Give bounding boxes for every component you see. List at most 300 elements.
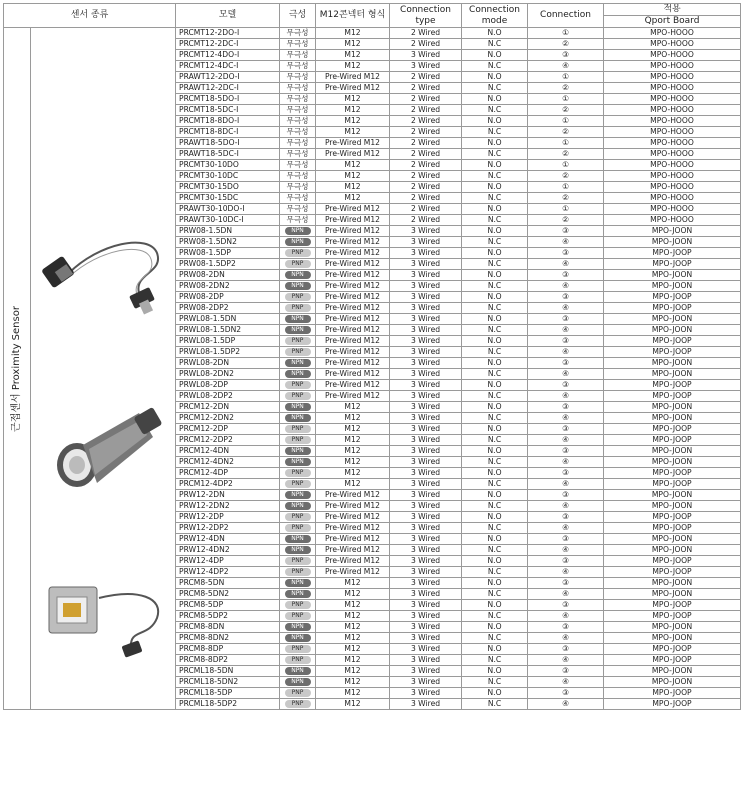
connection-type-cell: 2 Wired <box>390 182 462 193</box>
connection-mode-cell: N.O <box>462 644 528 655</box>
polarity-cell <box>280 446 316 457</box>
connection-mode-cell: N.O <box>462 578 528 589</box>
connection-mode-cell: N.C <box>462 435 528 446</box>
qport-board-cell: MPO-JOOP <box>604 567 741 578</box>
connection-cell: ③ <box>528 644 604 655</box>
m12-connector-cell: Pre-Wired M12 <box>316 292 390 303</box>
pnp-badge: PNP <box>285 568 311 576</box>
model-cell: PRCM12-2DP2 <box>176 435 280 446</box>
m12-connector-cell: Pre-Wired M12 <box>316 380 390 391</box>
model-cell: PRCM12-2DP <box>176 424 280 435</box>
connection-type-cell: 3 Wired <box>390 523 462 534</box>
connection-mode-cell: N.O <box>462 116 528 127</box>
connection-mode-cell: N.C <box>462 413 528 424</box>
connection-type-cell: 2 Wired <box>390 138 462 149</box>
m12-connector-cell: Pre-Wired M12 <box>316 215 390 226</box>
qport-board-cell: MPO-JOON <box>604 534 741 545</box>
connection-cell: ④ <box>528 655 604 666</box>
connection-cell: ③ <box>528 446 604 457</box>
pnp-badge: PNP <box>285 249 311 257</box>
connection-cell: ③ <box>528 358 604 369</box>
polarity-cell <box>280 468 316 479</box>
connection-mode-cell: N.C <box>462 501 528 512</box>
connection-cell: ③ <box>528 468 604 479</box>
connection-type-cell: 3 Wired <box>390 281 462 292</box>
connection-mode-cell: N.O <box>462 336 528 347</box>
connection-type-cell: 2 Wired <box>390 215 462 226</box>
m12-connector-cell: M12 <box>316 600 390 611</box>
connection-type-cell: 3 Wired <box>390 435 462 446</box>
pnp-badge: PNP <box>285 436 311 444</box>
connection-mode-cell: N.C <box>462 677 528 688</box>
pnp-badge: PNP <box>285 337 311 345</box>
npn-badge: NPN <box>285 667 311 675</box>
m12-connector-cell: M12 <box>316 622 390 633</box>
connection-type-cell: 3 Wired <box>390 413 462 424</box>
qport-board-cell: MPO-JOON <box>604 545 741 556</box>
header-connection-type: Connection type <box>390 4 462 28</box>
m12-connector-cell: Pre-Wired M12 <box>316 369 390 380</box>
m12-connector-cell: Pre-Wired M12 <box>316 347 390 358</box>
qport-board-cell: MPO-JOOP <box>604 391 741 402</box>
qport-board-cell: MPO-HOOO <box>604 39 741 50</box>
connection-mode-cell: N.C <box>462 391 528 402</box>
connection-cell: ③ <box>528 490 604 501</box>
qport-board-cell: MPO-JOOP <box>604 292 741 303</box>
qport-board-cell: MPO-JOOP <box>604 512 741 523</box>
connection-cell: ② <box>528 39 604 50</box>
npn-badge: NPN <box>285 227 311 235</box>
m12-connector-cell: M12 <box>316 677 390 688</box>
connection-mode-cell: N.O <box>462 204 528 215</box>
connection-mode-cell: N.C <box>462 457 528 468</box>
connection-mode-cell: N.C <box>462 567 528 578</box>
polarity-cell <box>280 457 316 468</box>
m12-connector-cell: Pre-Wired M12 <box>316 237 390 248</box>
connection-type-cell: 3 Wired <box>390 501 462 512</box>
m12-connector-cell: M12 <box>316 105 390 116</box>
qport-board-cell: MPO-HOOO <box>604 193 741 204</box>
qport-board-cell: MPO-HOOO <box>604 204 741 215</box>
m12-connector-cell: M12 <box>316 413 390 424</box>
connection-type-cell: 3 Wired <box>390 50 462 61</box>
model-cell: PRCM12-4DN2 <box>176 457 280 468</box>
polarity-cell <box>280 600 316 611</box>
table-row <box>4 28 741 39</box>
model-cell: PRCM12-4DP2 <box>176 479 280 490</box>
npn-badge: NPN <box>285 458 311 466</box>
connection-mode-cell: N.O <box>462 556 528 567</box>
connection-cell: ④ <box>528 523 604 534</box>
pnp-badge: PNP <box>285 612 311 620</box>
connection-cell: ④ <box>528 479 604 490</box>
npn-badge: NPN <box>285 678 311 686</box>
connection-mode-cell: N.O <box>462 424 528 435</box>
model-cell: PRWL08-2DN2 <box>176 369 280 380</box>
connection-cell: ③ <box>528 578 604 589</box>
m12-connector-cell: Pre-Wired M12 <box>316 248 390 259</box>
m12-connector-cell: M12 <box>316 435 390 446</box>
model-cell: PRCMT12-4DO-I <box>176 50 280 61</box>
connection-cell: ③ <box>528 402 604 413</box>
connection-mode-cell: N.O <box>462 512 528 523</box>
connection-cell: ④ <box>528 303 604 314</box>
qport-board-cell: MPO-JOON <box>604 589 741 600</box>
connection-type-cell: 3 Wired <box>390 325 462 336</box>
connection-cell: ③ <box>528 314 604 325</box>
polarity-cell <box>280 699 316 710</box>
polarity-cell: 무극성 <box>280 61 316 72</box>
connection-mode-cell: N.C <box>462 589 528 600</box>
model-cell: PRW12-4DN2 <box>176 545 280 556</box>
m12-connector-cell: Pre-Wired M12 <box>316 567 390 578</box>
connection-cell: ① <box>528 72 604 83</box>
connection-cell: ③ <box>528 600 604 611</box>
model-cell: PRCMT12-2DO-I <box>176 28 280 39</box>
qport-board-cell: MPO-JOOP <box>604 336 741 347</box>
pnp-badge: PNP <box>285 656 311 664</box>
polarity-cell <box>280 347 316 358</box>
connection-cell: ② <box>528 127 604 138</box>
connection-cell: ① <box>528 94 604 105</box>
polarity-cell: 무극성 <box>280 193 316 204</box>
model-cell: PRAWT30-10DC-I <box>176 215 280 226</box>
polarity-cell: 무극성 <box>280 72 316 83</box>
pnp-badge: PNP <box>285 425 311 433</box>
connection-cell: ④ <box>528 61 604 72</box>
proximity-sensor-threaded-image <box>39 403 167 493</box>
model-cell: PRCMT30-15DO <box>176 182 280 193</box>
connection-type-cell: 3 Wired <box>390 677 462 688</box>
qport-board-cell: MPO-HOOO <box>604 61 741 72</box>
model-cell: PRAWT18-5DO-I <box>176 138 280 149</box>
polarity-cell <box>280 479 316 490</box>
connection-type-cell: 2 Wired <box>390 94 462 105</box>
connection-cell: ④ <box>528 633 604 644</box>
qport-board-cell: MPO-HOOO <box>604 160 741 171</box>
polarity-cell <box>280 677 316 688</box>
polarity-cell <box>280 270 316 281</box>
model-cell: PRAWT30-10DO-I <box>176 204 280 215</box>
connection-type-cell: 2 Wired <box>390 127 462 138</box>
m12-connector-cell: Pre-Wired M12 <box>316 314 390 325</box>
connection-mode-cell: N.O <box>462 94 528 105</box>
connection-cell: ③ <box>528 622 604 633</box>
connection-type-cell: 3 Wired <box>390 226 462 237</box>
connection-cell: ② <box>528 83 604 94</box>
npn-badge: NPN <box>285 359 311 367</box>
m12-connector-cell: M12 <box>316 666 390 677</box>
connection-type-cell: 3 Wired <box>390 578 462 589</box>
connection-type-cell: 3 Wired <box>390 567 462 578</box>
polarity-cell <box>280 259 316 270</box>
npn-badge: NPN <box>285 502 311 510</box>
header-application: 적용 <box>604 4 741 16</box>
polarity-cell: 무극성 <box>280 204 316 215</box>
connection-mode-cell: N.C <box>462 369 528 380</box>
polarity-cell <box>280 534 316 545</box>
polarity-cell: 무극성 <box>280 127 316 138</box>
m12-connector-cell: M12 <box>316 182 390 193</box>
connection-cell: ④ <box>528 567 604 578</box>
connection-mode-cell: N.C <box>462 479 528 490</box>
m12-connector-cell: M12 <box>316 446 390 457</box>
connection-type-cell: 3 Wired <box>390 369 462 380</box>
npn-badge: NPN <box>285 590 311 598</box>
connection-mode-cell: N.O <box>462 380 528 391</box>
connection-cell: ④ <box>528 501 604 512</box>
connection-mode-cell: N.C <box>462 171 528 182</box>
polarity-cell: 무극성 <box>280 105 316 116</box>
connection-type-cell: 3 Wired <box>390 303 462 314</box>
connection-mode-cell: N.O <box>462 138 528 149</box>
connection-mode-cell: N.C <box>462 193 528 204</box>
connection-cell: ④ <box>528 677 604 688</box>
polarity-cell <box>280 292 316 303</box>
polarity-cell <box>280 512 316 523</box>
model-cell: PRCMT30-15DC <box>176 193 280 204</box>
connection-cell: ③ <box>528 226 604 237</box>
m12-connector-cell: M12 <box>316 699 390 710</box>
qport-board-cell: MPO-JOOP <box>604 600 741 611</box>
model-cell: PRCM12-2DN2 <box>176 413 280 424</box>
npn-badge: NPN <box>285 535 311 543</box>
qport-board-cell: MPO-JOOP <box>604 347 741 358</box>
qport-board-cell: MPO-HOOO <box>604 182 741 193</box>
model-cell: PRCM8-5DN2 <box>176 589 280 600</box>
connection-mode-cell: N.C <box>462 545 528 556</box>
qport-board-cell: MPO-JOON <box>604 369 741 380</box>
connection-cell: ① <box>528 160 604 171</box>
connection-type-cell: 3 Wired <box>390 61 462 72</box>
qport-board-cell: MPO-JOOP <box>604 611 741 622</box>
qport-board-cell: MPO-JOON <box>604 490 741 501</box>
connection-mode-cell: N.C <box>462 303 528 314</box>
qport-board-cell: MPO-HOOO <box>604 72 741 83</box>
model-cell: PRCM8-8DP2 <box>176 655 280 666</box>
pnp-badge: PNP <box>285 524 311 532</box>
m12-connector-cell: Pre-Wired M12 <box>316 138 390 149</box>
pnp-badge: PNP <box>285 601 311 609</box>
m12-connector-cell: M12 <box>316 94 390 105</box>
qport-board-cell: MPO-JOON <box>604 457 741 468</box>
connection-cell: ① <box>528 182 604 193</box>
polarity-cell <box>280 666 316 677</box>
connection-type-cell: 3 Wired <box>390 512 462 523</box>
model-cell: PRWL08-1.5DN2 <box>176 325 280 336</box>
connection-cell: ② <box>528 171 604 182</box>
connection-mode-cell: N.C <box>462 347 528 358</box>
m12-connector-cell: Pre-Wired M12 <box>316 270 390 281</box>
qport-board-cell: MPO-JOON <box>604 633 741 644</box>
connection-mode-cell: N.C <box>462 149 528 160</box>
polarity-cell <box>280 237 316 248</box>
header-connection: Connection <box>528 4 604 28</box>
pnp-badge: PNP <box>285 381 311 389</box>
m12-connector-cell: M12 <box>316 127 390 138</box>
proximity-sensor-cable-image <box>39 233 167 323</box>
model-cell: PRWL08-2DP <box>176 380 280 391</box>
m12-connector-cell: Pre-Wired M12 <box>316 391 390 402</box>
connection-cell: ④ <box>528 281 604 292</box>
polarity-cell <box>280 589 316 600</box>
model-cell: PRW12-2DN <box>176 490 280 501</box>
connection-type-cell: 2 Wired <box>390 160 462 171</box>
connection-mode-cell: N.O <box>462 182 528 193</box>
header-model: 모델 <box>176 4 280 28</box>
polarity-cell: 무극성 <box>280 182 316 193</box>
connection-cell: ③ <box>528 292 604 303</box>
qport-board-cell: MPO-JOON <box>604 358 741 369</box>
m12-connector-cell: M12 <box>316 116 390 127</box>
polarity-cell <box>280 688 316 699</box>
model-cell: PRCML18-5DN <box>176 666 280 677</box>
pnp-badge: PNP <box>285 557 311 565</box>
model-cell: PRW08-1.5DN <box>176 226 280 237</box>
model-cell: PRW08-2DN <box>176 270 280 281</box>
m12-connector-cell: M12 <box>316 589 390 600</box>
qport-board-cell: MPO-JOON <box>604 281 741 292</box>
polarity-cell <box>280 556 316 567</box>
polarity-cell <box>280 611 316 622</box>
model-cell: PRCMT18-8DO-I <box>176 116 280 127</box>
connection-mode-cell: N.C <box>462 237 528 248</box>
qport-board-cell: MPO-JOON <box>604 402 741 413</box>
qport-board-cell: MPO-HOOO <box>604 138 741 149</box>
connection-cell: ① <box>528 138 604 149</box>
polarity-cell <box>280 644 316 655</box>
pnp-badge: PNP <box>285 392 311 400</box>
polarity-cell <box>280 413 316 424</box>
qport-board-cell: MPO-JOOP <box>604 380 741 391</box>
connection-type-cell: 3 Wired <box>390 545 462 556</box>
qport-board-cell: MPO-HOOO <box>604 94 741 105</box>
polarity-cell <box>280 303 316 314</box>
qport-board-cell: MPO-JOON <box>604 413 741 424</box>
connection-type-cell: 3 Wired <box>390 490 462 501</box>
connection-type-cell: 3 Wired <box>390 611 462 622</box>
connection-cell: ④ <box>528 237 604 248</box>
connection-mode-cell: N.O <box>462 28 528 39</box>
connection-cell: ④ <box>528 413 604 424</box>
proximity-sensor-square-image <box>39 573 167 663</box>
qport-board-cell: MPO-JOON <box>604 314 741 325</box>
connection-cell: ③ <box>528 336 604 347</box>
polarity-cell: 무극성 <box>280 83 316 94</box>
connection-type-cell: 3 Wired <box>390 237 462 248</box>
m12-connector-cell: Pre-Wired M12 <box>316 512 390 523</box>
header-connection-mode: Connection mode <box>462 4 528 28</box>
connection-type-cell: 3 Wired <box>390 358 462 369</box>
polarity-cell <box>280 523 316 534</box>
connection-mode-cell: N.O <box>462 292 528 303</box>
m12-connector-cell: M12 <box>316 160 390 171</box>
qport-board-cell: MPO-HOOO <box>604 215 741 226</box>
m12-connector-cell: Pre-Wired M12 <box>316 281 390 292</box>
m12-connector-cell: Pre-Wired M12 <box>316 501 390 512</box>
polarity-cell <box>280 567 316 578</box>
polarity-cell <box>280 336 316 347</box>
polarity-cell <box>280 655 316 666</box>
qport-board-cell: MPO-JOOP <box>604 468 741 479</box>
connection-mode-cell: N.C <box>462 127 528 138</box>
connection-cell: ④ <box>528 545 604 556</box>
qport-board-cell: MPO-JOON <box>604 666 741 677</box>
m12-connector-cell: Pre-Wired M12 <box>316 490 390 501</box>
model-cell: PRW12-2DN2 <box>176 501 280 512</box>
connection-cell: ④ <box>528 325 604 336</box>
polarity-cell <box>280 226 316 237</box>
m12-connector-cell: M12 <box>316 644 390 655</box>
connection-type-cell: 3 Wired <box>390 633 462 644</box>
polarity-cell <box>280 325 316 336</box>
connection-type-cell: 3 Wired <box>390 424 462 435</box>
connection-mode-cell: N.C <box>462 699 528 710</box>
m12-connector-cell: Pre-Wired M12 <box>316 336 390 347</box>
m12-connector-cell: Pre-Wired M12 <box>316 534 390 545</box>
connection-cell: ③ <box>528 666 604 677</box>
m12-connector-cell: M12 <box>316 61 390 72</box>
connection-cell: ① <box>528 204 604 215</box>
connection-type-cell: 3 Wired <box>390 479 462 490</box>
connection-mode-cell: N.C <box>462 105 528 116</box>
model-cell: PRCM12-4DP <box>176 468 280 479</box>
pnp-badge: PNP <box>285 513 311 521</box>
model-cell: PRW12-2DP <box>176 512 280 523</box>
connection-cell: ② <box>528 215 604 226</box>
polarity-cell <box>280 380 316 391</box>
connection-mode-cell: N.O <box>462 50 528 61</box>
qport-board-cell: MPO-JOON <box>604 622 741 633</box>
header-sensor-type: 센서 종류 <box>4 4 176 28</box>
model-cell: PRCM8-8DP <box>176 644 280 655</box>
qport-board-cell: MPO-JOOP <box>604 259 741 270</box>
pnp-badge: PNP <box>285 480 311 488</box>
qport-board-cell: MPO-HOOO <box>604 28 741 39</box>
header-row <box>4 4 741 16</box>
pnp-badge: PNP <box>285 469 311 477</box>
connection-type-cell: 3 Wired <box>390 556 462 567</box>
model-cell: PRW08-2DP <box>176 292 280 303</box>
connection-type-cell: 3 Wired <box>390 446 462 457</box>
connection-cell: ③ <box>528 248 604 259</box>
m12-connector-cell: Pre-Wired M12 <box>316 325 390 336</box>
connection-cell: ④ <box>528 347 604 358</box>
polarity-cell: 무극성 <box>280 160 316 171</box>
m12-connector-cell: Pre-Wired M12 <box>316 556 390 567</box>
model-cell: PRW08-1.5DN2 <box>176 237 280 248</box>
model-cell: PRCMT18-5DO-I <box>176 94 280 105</box>
connection-type-cell: 3 Wired <box>390 589 462 600</box>
polarity-cell: 무극성 <box>280 28 316 39</box>
qport-board-cell: MPO-HOOO <box>604 116 741 127</box>
connection-type-cell: 3 Wired <box>390 666 462 677</box>
pnp-badge: PNP <box>285 700 311 708</box>
connection-type-cell: 2 Wired <box>390 83 462 94</box>
model-cell: PRW12-2DP2 <box>176 523 280 534</box>
qport-board-cell: MPO-JOON <box>604 270 741 281</box>
m12-connector-cell: M12 <box>316 424 390 435</box>
model-cell: PRWL08-1.5DP2 <box>176 347 280 358</box>
model-cell: PRCMT12-4DC-I <box>176 61 280 72</box>
model-cell: PRW12-4DP <box>176 556 280 567</box>
connection-mode-cell: N.C <box>462 39 528 50</box>
qport-board-cell: MPO-JOOP <box>604 435 741 446</box>
connection-type-cell: 3 Wired <box>390 336 462 347</box>
m12-connector-cell: Pre-Wired M12 <box>316 226 390 237</box>
m12-connector-cell: Pre-Wired M12 <box>316 545 390 556</box>
sensor-category-cell <box>4 28 31 710</box>
